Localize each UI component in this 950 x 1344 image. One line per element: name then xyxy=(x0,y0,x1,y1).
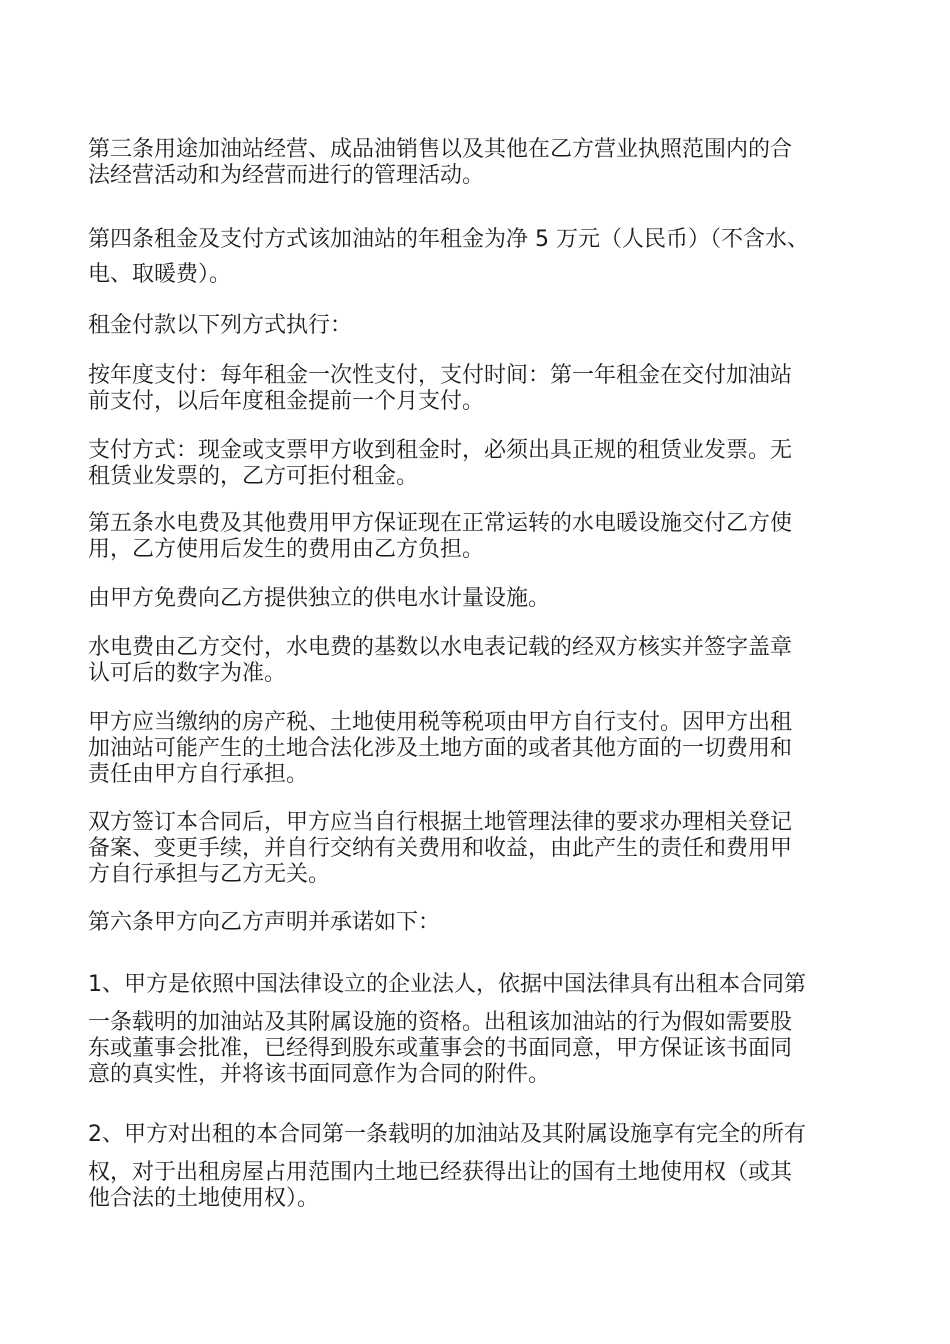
text-line: 2、甲方对出租的本合同第一条载明的加油站及其附属设施享有完全的所有 xyxy=(88,1122,806,1147)
text-line: 第六条甲方向乙方声明并承诺如下： xyxy=(88,910,441,935)
text-line: 甲方应当缴纳的房产税、土地使用税等税项由甲方自行支付。因甲方出租 xyxy=(88,710,793,735)
text-line: 意的真实性，并将该书面同意作为合同的附件。 xyxy=(88,1062,551,1087)
text-line: 法经营活动和为经营而进行的管理活动。 xyxy=(88,163,485,188)
text-line: 第五条水电费及其他费用甲方保证现在正常运转的水电暖设施交付乙方使 xyxy=(88,511,793,536)
text-line: 备案、变更手续，并自行交纳有关费用和收益，由此产生的责任和费用甲 xyxy=(88,836,793,861)
text-line: 第四条租金及支付方式该加油站的年租金为净 5 万元（人民币）（不含水、 xyxy=(88,227,809,252)
text-line: 方自行承担与乙方无关。 xyxy=(88,862,331,887)
text-line: 由甲方免费向乙方提供独立的供电水计量设施。 xyxy=(88,586,551,611)
text-line: 支付方式：现金或支票甲方收到租金时，必须出具正规的租赁业发票。无 xyxy=(88,438,793,463)
text-line: 加油站可能产生的土地合法化涉及土地方面的或者其他方面的一切费用和 xyxy=(88,736,793,761)
text-line: 认可后的数字为准。 xyxy=(88,661,287,686)
text-line: 水电费由乙方交付，水电费的基数以水电表记载的经双方核实并签字盖章 xyxy=(88,635,793,660)
text-line: 东或董事会批准，已经得到股东或董事会的书面同意，甲方保证该书面同 xyxy=(88,1036,793,1061)
text-line: 租金付款以下列方式执行： xyxy=(88,313,353,338)
text-line: 租赁业发票的，乙方可拒付租金。 xyxy=(88,464,419,489)
text-line: 用，乙方使用后发生的费用由乙方负担。 xyxy=(88,537,485,562)
text-line: 双方签订本合同后，甲方应当自行根据土地管理法律的要求办理相关登记 xyxy=(88,810,793,835)
text-line: 前支付，以后年度租金提前一个月支付。 xyxy=(88,389,485,414)
text-line: 第三条用途加油站经营、成品油销售以及其他在乙方营业执照范围内的合 xyxy=(88,137,793,162)
text-line: 他合法的土地使用权）。 xyxy=(88,1186,320,1211)
text-line: 责任由甲方自行承担。 xyxy=(88,762,309,787)
text-line: 1、甲方是依照中国法律设立的企业法人，依据中国法律具有出租本合同第 xyxy=(88,972,806,997)
text-line: 一条载明的加油站及其附属设施的资格。出租该加油站的行为假如需要股 xyxy=(88,1010,793,1035)
text-line: 按年度支付：每年租金一次性支付，支付时间：第一年租金在交付加油站 xyxy=(88,363,793,388)
text-line: 电、取暖费）。 xyxy=(88,262,232,287)
text-line: 权，对于出租房屋占用范围内土地已经获得出让的国有土地使用权（或其 xyxy=(88,1160,793,1185)
